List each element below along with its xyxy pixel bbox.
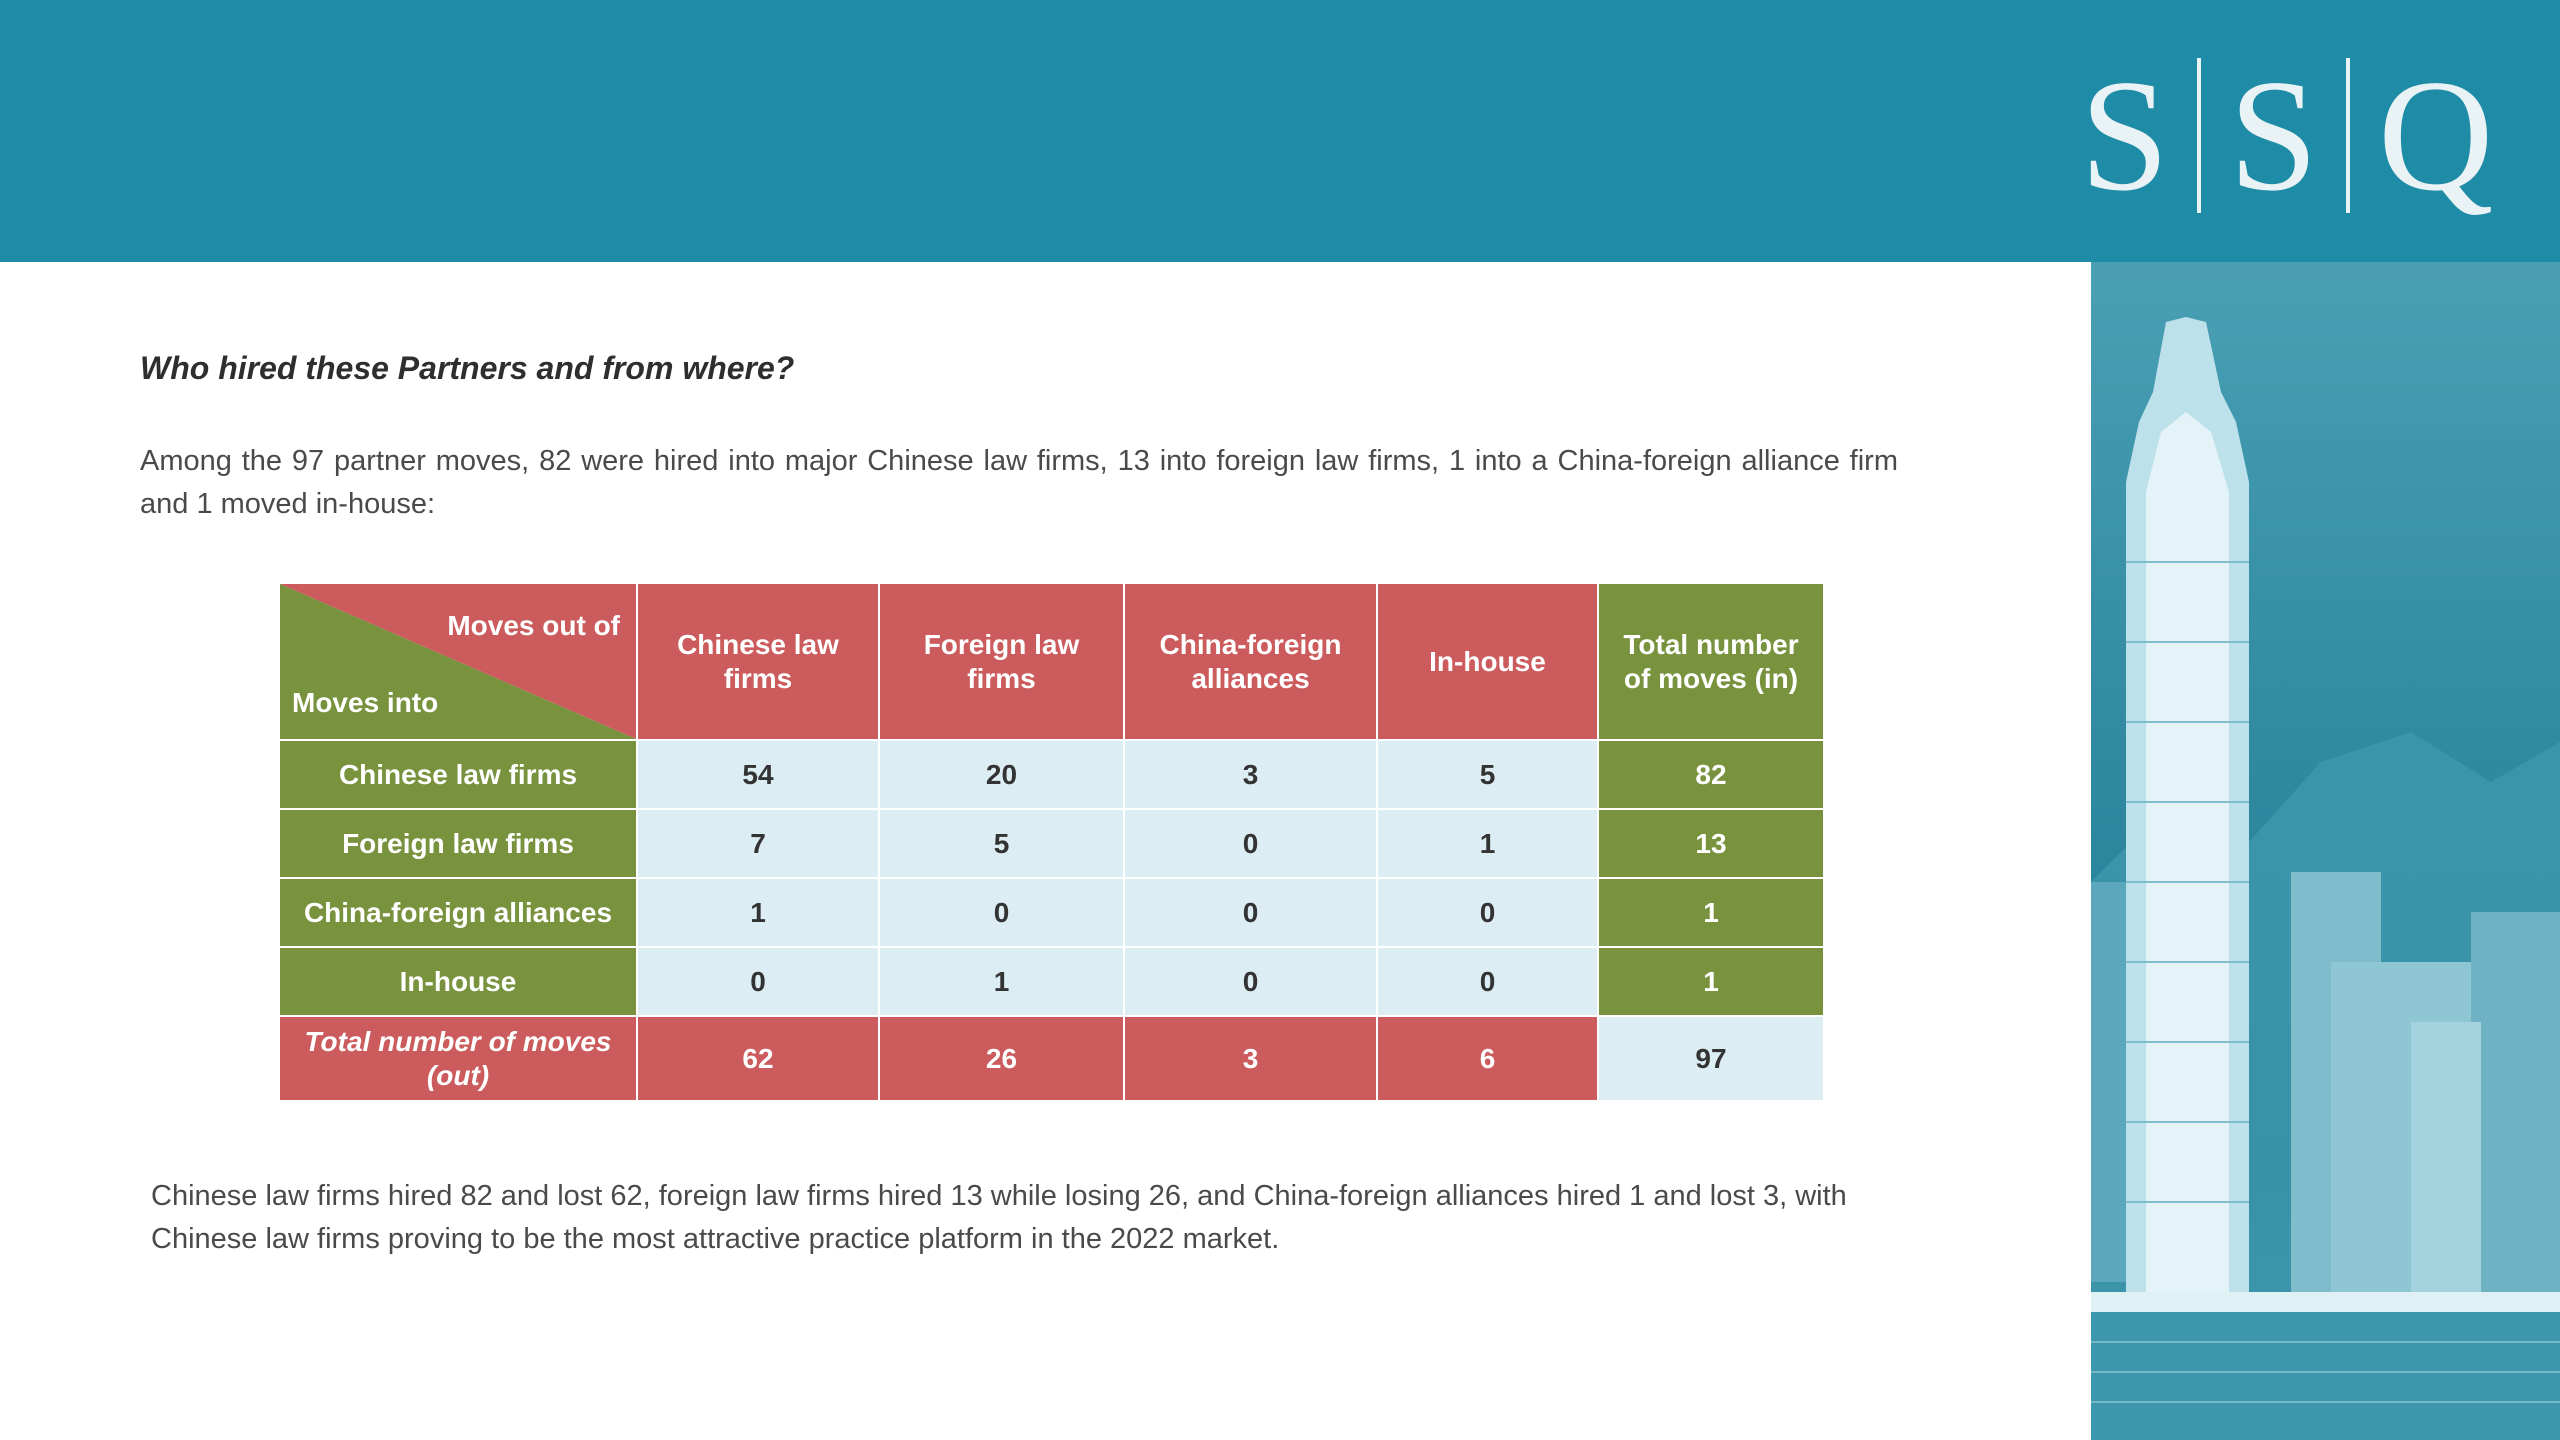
table-cell: 5 xyxy=(879,809,1124,878)
logo-letter: S xyxy=(2080,46,2169,224)
table-cell: 0 xyxy=(1377,878,1598,947)
column-header xyxy=(637,583,879,740)
table-header-row xyxy=(279,583,1824,740)
column-header xyxy=(1377,583,1598,740)
table-cell: 0 xyxy=(879,878,1124,947)
row-total-cell: 1 xyxy=(1598,947,1824,1016)
row-label: Chinese law firms xyxy=(279,740,637,809)
summary-paragraph: Chinese law firms hired 82 and lost 62, foreign law firms hired 13 while losing 26, and China-foreign alliances hired 1 and lost 3, with Chinese law firms proving to be the most attractive practice platform in the 2022 market. xyxy=(151,1180,1847,1255)
column-header-total xyxy=(1598,583,1824,740)
table-row xyxy=(279,809,1824,878)
logo-letter: Q xyxy=(2377,46,2494,224)
table-cell: 1 xyxy=(637,878,879,947)
table-cell: 0 xyxy=(1124,809,1377,878)
column-total-cell: 3 xyxy=(1124,1016,1377,1101)
table-cell: 1 xyxy=(1377,809,1598,878)
row-total-cell: 82 xyxy=(1598,740,1824,809)
column-header-label: China-foreign alliances xyxy=(1159,628,1342,694)
table-cell: 20 xyxy=(879,740,1124,809)
row-label: China-foreign alliances xyxy=(279,878,637,947)
moves-into-label: Moves into xyxy=(292,687,439,718)
column-header-label: Chinese law firms xyxy=(677,628,839,694)
intro-paragraph: Among the 97 partner moves, 82 were hired into major Chinese law firms, 13 into foreign law firms, 1 into a China-foreign alliance firm and 1 moved in-house: xyxy=(140,445,1898,520)
column-total-cell: 26 xyxy=(879,1016,1124,1101)
row-label: In-house xyxy=(279,947,637,1016)
column-header xyxy=(1124,583,1377,740)
table-row xyxy=(279,878,1824,947)
table-cell: 0 xyxy=(1124,878,1377,947)
totals-row-label-text: Total number of moves (out) xyxy=(304,1025,612,1091)
column-header-label: In-house xyxy=(1429,645,1546,677)
skyline-photo xyxy=(2091,262,2560,1440)
table-corner-cell xyxy=(279,583,637,740)
logo-divider xyxy=(2197,58,2201,213)
table-cell: 0 xyxy=(637,947,879,1016)
table-cell: 3 xyxy=(1124,740,1377,809)
column-header-label: Total number of moves (in) xyxy=(1623,628,1799,694)
table-cell: 54 xyxy=(637,740,879,809)
totals-row xyxy=(279,1016,1824,1101)
table-cell: 1 xyxy=(879,947,1124,1016)
column-header-label: Foreign law firms xyxy=(923,628,1080,694)
column-total-cell: 6 xyxy=(1377,1016,1598,1101)
logo-divider xyxy=(2346,58,2350,213)
row-total-cell: 13 xyxy=(1598,809,1824,878)
table-cell: 7 xyxy=(637,809,879,878)
totals-row-label xyxy=(279,1016,637,1101)
table-row xyxy=(279,740,1824,809)
table-cell: 5 xyxy=(1377,740,1598,809)
table-cell: 0 xyxy=(1377,947,1598,1016)
section-heading: Who hired these Partners and from where? xyxy=(140,350,795,386)
table-cell: 0 xyxy=(1124,947,1377,1016)
logo-letter: S xyxy=(2228,46,2318,224)
grand-total-cell: 97 xyxy=(1598,1016,1824,1101)
column-total-cell: 62 xyxy=(637,1016,879,1101)
table-row xyxy=(279,947,1824,1016)
partner-moves-table xyxy=(278,582,1825,1102)
ssq-logo xyxy=(2080,46,2494,224)
column-header xyxy=(879,583,1124,740)
moves-out-of-label: Moves out of xyxy=(447,610,620,641)
row-label: Foreign law firms xyxy=(279,809,637,878)
row-total-cell: 1 xyxy=(1598,878,1824,947)
